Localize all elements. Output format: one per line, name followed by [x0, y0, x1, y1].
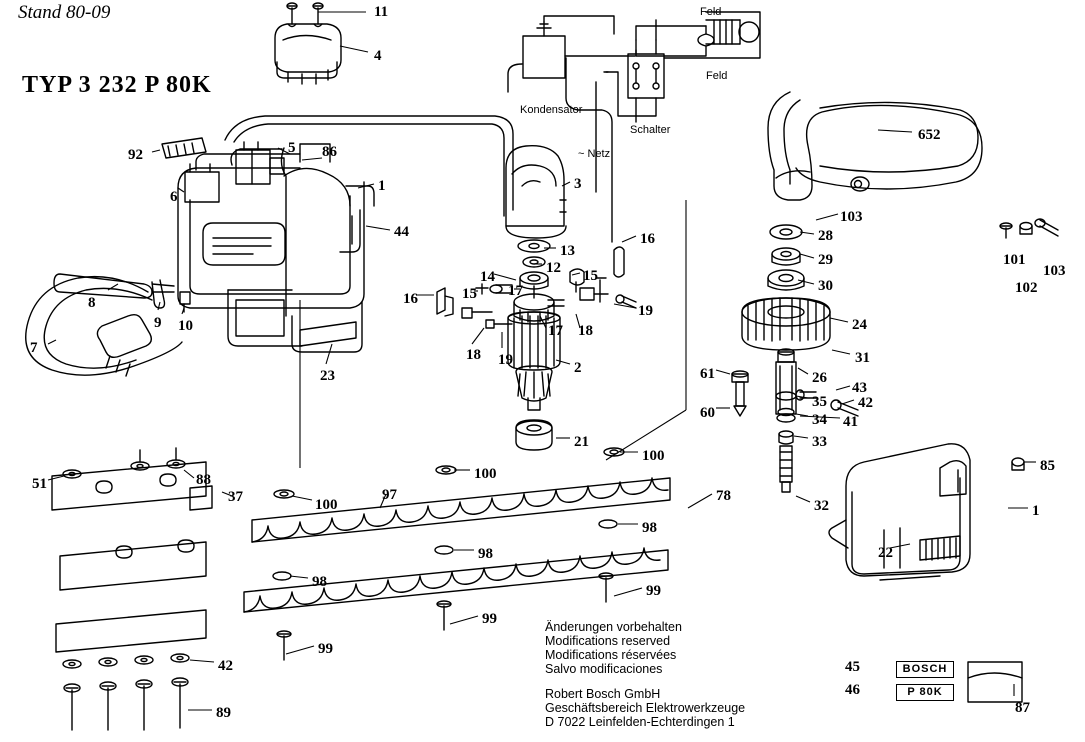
callout-15b: 15	[462, 286, 477, 302]
revision-stamp: Stand 80-09	[18, 2, 111, 23]
callout-10: 10	[178, 318, 193, 334]
notice-line-1: Änderungen vorbehalten	[545, 620, 682, 634]
callout-2: 2	[574, 360, 582, 376]
callout-46: 46	[845, 682, 860, 698]
callout-17a: 17	[508, 283, 523, 299]
callout-51: 51	[32, 476, 47, 492]
callout-19b: 19	[498, 352, 513, 368]
callout-97: 97	[382, 487, 397, 503]
callout-37: 37	[228, 489, 243, 505]
nameplate-model: P 80K	[896, 684, 954, 701]
callout-60: 60	[700, 405, 715, 421]
nameplate-bosch: BOSCH	[896, 661, 954, 678]
callout-23: 23	[320, 368, 335, 384]
callout-11: 11	[374, 4, 389, 20]
callout-88: 88	[196, 472, 211, 488]
callout-34: 34	[812, 412, 827, 428]
callout-78: 78	[716, 488, 731, 504]
callout-21: 21	[574, 434, 589, 450]
callout-18a: 18	[578, 323, 593, 339]
callout-28: 28	[818, 228, 833, 244]
callout-24: 24	[852, 317, 867, 333]
callout-89: 89	[216, 705, 231, 721]
callout-87: 87	[1015, 700, 1030, 716]
callout-13: 13	[560, 243, 575, 259]
company-name: Robert Bosch GmbH	[545, 687, 661, 701]
callout-3: 3	[574, 176, 582, 192]
callout-98c: 98	[312, 574, 327, 590]
callout-31: 31	[855, 350, 870, 366]
callout-98a: 98	[642, 520, 657, 536]
callout-32: 32	[814, 498, 829, 514]
callout-8: 8	[88, 295, 96, 311]
callout-44: 44	[394, 224, 409, 240]
company-address: D 7022 Leinfelden-Echterdingen 1	[545, 715, 735, 729]
callout-100a: 100	[642, 448, 665, 464]
callout-99a: 99	[646, 583, 661, 599]
callout-103: 103	[840, 209, 863, 225]
callout-652: 652	[918, 127, 941, 143]
callout-18b: 18	[466, 347, 481, 363]
callout-1: 1	[378, 178, 386, 194]
company-division: Geschäftsbereich Elektrowerkzeuge	[545, 701, 746, 715]
callout-92: 92	[128, 147, 143, 163]
callout-16b: 16	[403, 291, 418, 307]
callout-42b: 42	[218, 658, 233, 674]
label-netz: ~ Netz	[578, 148, 611, 160]
callout-101: 101	[1003, 252, 1026, 268]
label-feld-bottom: Feld	[706, 70, 728, 82]
callout-100c: 100	[315, 497, 338, 513]
label-kondensator: Kondensator	[520, 104, 583, 116]
callout-86: 86	[322, 144, 337, 160]
callout-22: 22	[878, 545, 893, 561]
label-schalter: Schalter	[630, 124, 671, 136]
callout-103b: 103	[1043, 263, 1066, 279]
callout-7: 7	[30, 340, 38, 356]
callout-16a: 16	[640, 231, 655, 247]
notice-line-2: Modifications reserved	[545, 634, 671, 648]
callout-4: 4	[374, 48, 382, 64]
callout-1b: 1	[1032, 503, 1040, 519]
callout-102: 102	[1015, 280, 1038, 296]
callout-15a: 15	[583, 268, 598, 284]
callout-12: 12	[546, 260, 561, 276]
model-type-title: TYP 3 232 P 80K	[22, 72, 212, 98]
callout-5: 5	[288, 140, 296, 156]
callout-30: 30	[818, 278, 833, 294]
callout-6: 6	[170, 189, 178, 205]
callout-99b: 99	[482, 611, 497, 627]
callout-43: 43	[852, 380, 867, 396]
callout-42a: 42	[858, 395, 873, 411]
callout-9: 9	[154, 315, 162, 331]
callout-35: 35	[812, 394, 827, 410]
callout-61: 61	[700, 366, 715, 382]
callout-45: 45	[845, 659, 860, 675]
callout-85: 85	[1040, 458, 1055, 474]
callout-100b: 100	[474, 466, 497, 482]
callout-14: 14	[480, 269, 495, 285]
callout-29: 29	[818, 252, 833, 268]
callout-99c: 99	[318, 641, 333, 657]
callout-41: 41	[843, 414, 858, 430]
callout-19a: 19	[638, 303, 653, 319]
notice-line-4: Salvo modificaciones	[545, 662, 663, 676]
callout-33: 33	[812, 434, 827, 450]
label-feld-top: Feld	[700, 6, 722, 18]
notice-line-3: Modifications réservées	[545, 648, 677, 662]
callout-98b: 98	[478, 546, 493, 562]
callout-26: 26	[812, 370, 827, 386]
callout-17b: 17	[548, 323, 563, 339]
